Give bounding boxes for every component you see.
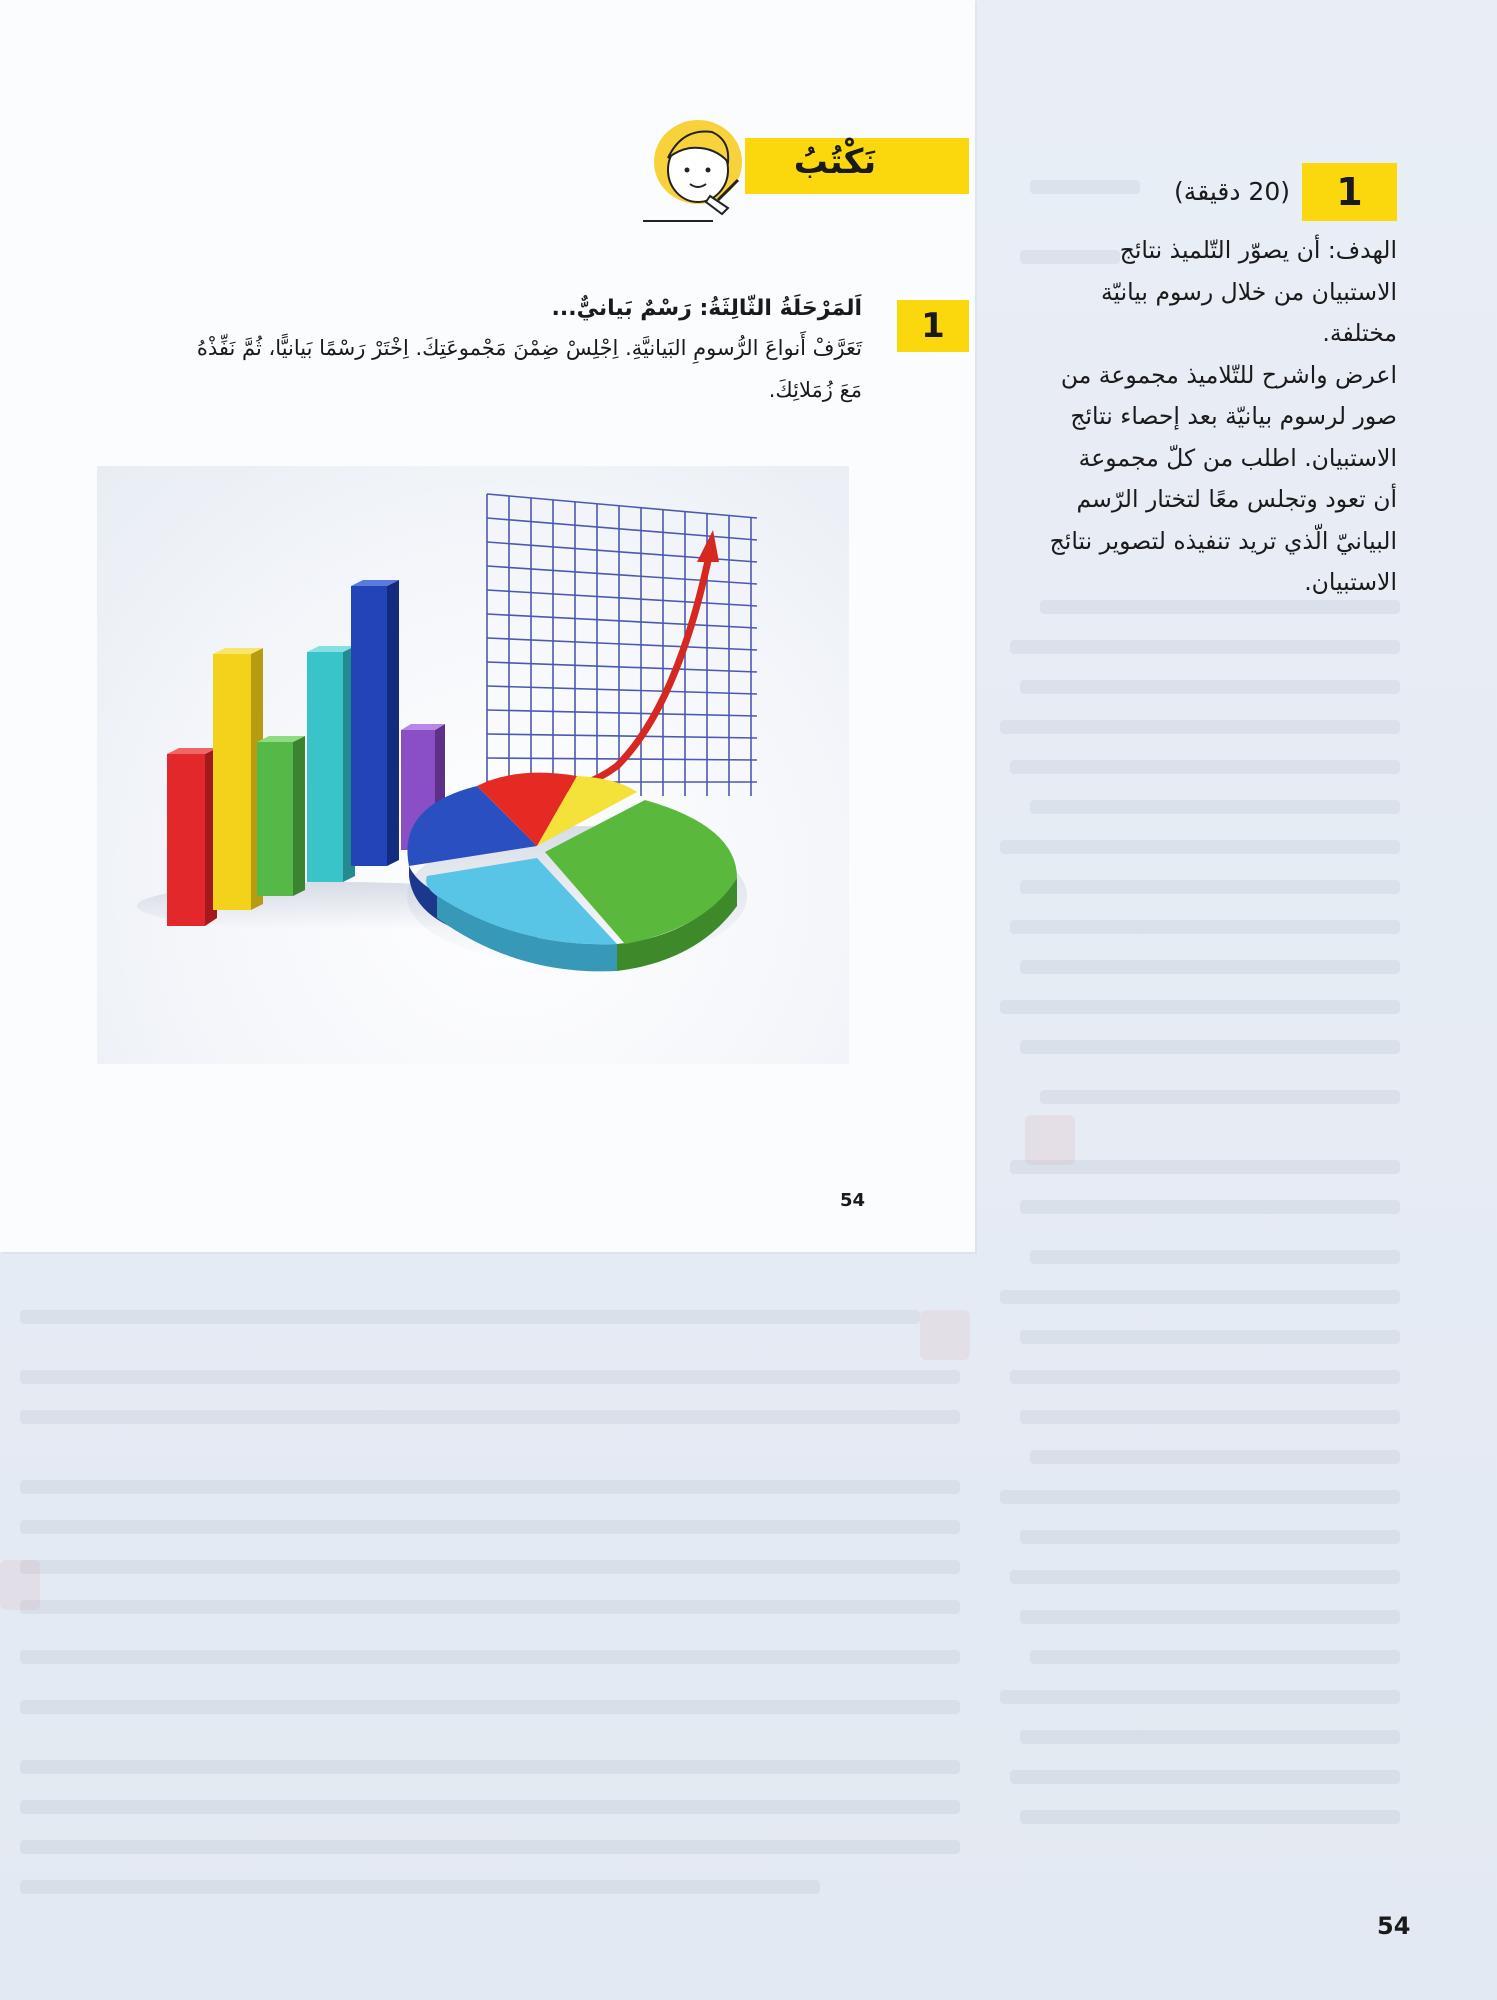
grid-chart (487, 494, 757, 796)
section-title: نَكْتُبُ (793, 142, 877, 182)
page-number: 54 (1377, 1912, 1411, 1940)
stage-instruction-line1: تَعَرَّفْ أَنواعَ الرُّسومِ البَيانيَّةِ. اِجْلِسْ ضِمْنَ مَجْموعَتِكَ. اِخْتَرْ رَسْمًا بَيانيًّا، ثُمَّ نَفِّذْهُ (196, 336, 862, 360)
growth-arrow (489, 556, 709, 791)
writing-girl-icon (642, 110, 752, 228)
teacher-line: الاستبيان. (1304, 568, 1397, 596)
student-page-number: 54 (840, 1190, 866, 1211)
teacher-line: الاستبيان. اطلب من كلّ مجموعة (1078, 443, 1397, 472)
stage-instruction-line2: مَعَ زُمَلائِكَ. (768, 378, 862, 402)
stage-title: اَلمَرْحَلَةُ الثّالِثَةُ: رَسْمٌ بَيانيٌّ... (551, 296, 862, 321)
teacher-line: اعرض واشرح للتّلاميذ مجموعة من (1060, 360, 1397, 389)
teacher-number-badge: 1 (1302, 163, 1397, 221)
pie-chart (407, 773, 747, 972)
activity-duration: (20 دقيقة) (1174, 177, 1290, 206)
teacher-line: مختلفة. (1322, 319, 1397, 347)
bar-chart (167, 580, 445, 926)
teacher-line: أن تعود وتجلس معًا لتختار الرّسم (1076, 485, 1397, 513)
teacher-line: الهدف: أن يصوّر التّلميذ نتائج (1119, 236, 1397, 264)
mascot-underline (643, 220, 713, 222)
teacher-line: البيانيّ الّذي تريد تنفيذه لتصوير نتائج (1049, 526, 1397, 555)
stage-number-badge: 1 (897, 300, 969, 352)
teacher-line: صور لرسوم بيانيّة بعد إحصاء نتائج (1070, 402, 1397, 430)
teacher-line: الاستبيان من خلال رسوم بيانيّة (1100, 277, 1397, 306)
charts-illustration (97, 466, 849, 1064)
teacher-instructions (1025, 230, 1397, 604)
